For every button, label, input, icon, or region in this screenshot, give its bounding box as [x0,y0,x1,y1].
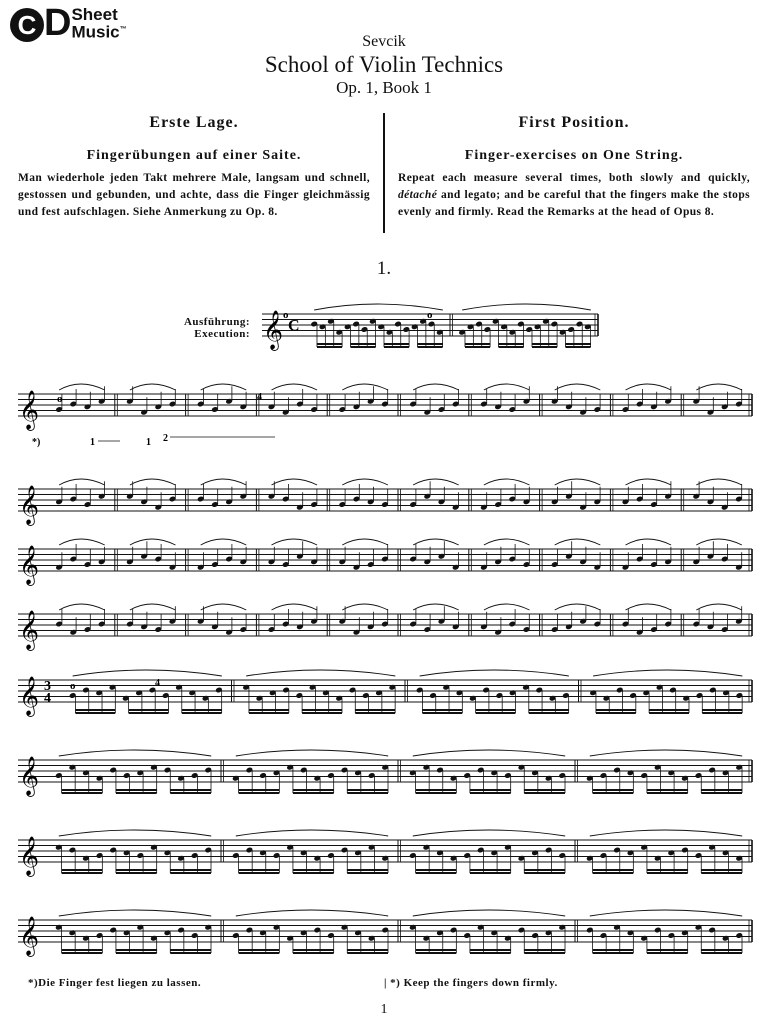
german-subheading: Fingerübungen auf einer Saite. [86,148,302,163]
slur [484,479,530,485]
slur [462,304,591,310]
slur [413,384,459,390]
slur [555,384,601,390]
slur [342,479,388,485]
slur [696,384,742,390]
slur [626,604,672,610]
composer-name: Sevcik [362,33,406,50]
time-signature: C [288,317,300,335]
slur [201,539,247,545]
treble-clef: 𝄞 [263,310,284,350]
slur [130,539,176,545]
finger-number: 1 [90,437,95,448]
slur [130,479,176,485]
finger-number: 4 [257,392,262,403]
slur [413,750,565,756]
treble-clef: 𝄞 [19,390,40,430]
slur [272,384,318,390]
slur [342,539,388,545]
slur [420,670,569,676]
treble-clef: 𝄞 [19,676,40,716]
slur [201,604,247,610]
slur [272,604,318,610]
slur [342,384,388,390]
slur [413,479,459,485]
page-title: School of Violin Technics [264,52,504,77]
slur [555,479,601,485]
slur [413,604,459,610]
logo-mark: C D [10,4,67,42]
slur [590,910,742,916]
slur [59,830,211,836]
slur [59,479,105,485]
slur [626,479,672,485]
exercise-number: 1. [376,258,392,279]
slur [201,384,247,390]
slur [130,604,176,610]
finger-number: 4 [155,678,160,689]
slur [413,910,565,916]
open-string-marking: o [283,309,289,321]
slur [73,670,222,676]
slur [696,479,742,485]
open-string-marking: o [427,309,433,321]
slur [314,304,443,310]
slur [484,539,530,545]
slur [484,384,530,390]
slur [246,670,395,676]
slur [590,830,742,836]
slur [201,479,247,485]
slur [696,539,742,545]
slur [626,384,672,390]
time-signature-bottom: 4 [44,691,51,706]
finger-number: 1 [146,437,151,448]
slur [236,750,388,756]
english-heading: First Position. [518,114,630,131]
slur [59,604,105,610]
footnote-english: | *) Keep the fingers down firmly. [384,977,558,989]
footnote-german: *)Die Finger fest liegen zu lassen. [28,977,202,989]
slur [59,750,211,756]
german-text: Man wiederhole jeden Takt mehrere Male, langsam und schnell, gestossen und gebunden, und achte, dass die Finger gleichmässig und fest aufschlagen. Siehe Anmerkung zu Op. 8. [18,172,370,218]
execution-label: Ausführung: Execution: [183,316,250,340]
slur [626,539,672,545]
slur [696,604,742,610]
footnote-marker: *) [32,437,41,448]
slur [555,604,601,610]
german-heading: Erste Lage. [149,114,239,131]
treble-clef: 𝄞 [19,836,40,876]
treble-clef: 𝄞 [19,545,40,585]
slur [484,604,530,610]
slur [59,910,211,916]
treble-clef: 𝄞 [19,485,40,525]
open-string-marking: o [57,393,63,405]
slur [555,539,601,545]
open-string-marking: o [70,680,76,692]
finger-number: 2 [163,433,168,444]
slur [590,750,742,756]
treble-clef: 𝄞 [19,610,40,650]
opus-number: Op. 1, Book 1 [336,78,432,97]
logo-text: Sheet Music™ [71,4,127,42]
english-subheading: Finger-exercises on One String. [464,148,684,163]
slur [413,830,565,836]
treble-clef: 𝄞 [19,756,40,796]
slur [59,384,105,390]
slur [272,479,318,485]
slur [236,830,388,836]
slur [272,539,318,545]
slur [342,604,388,610]
slur [413,539,459,545]
slur [593,670,742,676]
treble-clef: 𝄞 [19,916,40,956]
time-signature-top: 3 [44,679,51,694]
english-text: Repeat each measure several times, both slowly and quickly, détaché and legato; and be careful that the fingers make the stops evenly and firmly. Read the Remarks at the head of Opus 8. [398,172,750,218]
slur [236,910,388,916]
slur [130,384,176,390]
page-number: 1 [380,1002,388,1017]
slur [59,539,105,545]
